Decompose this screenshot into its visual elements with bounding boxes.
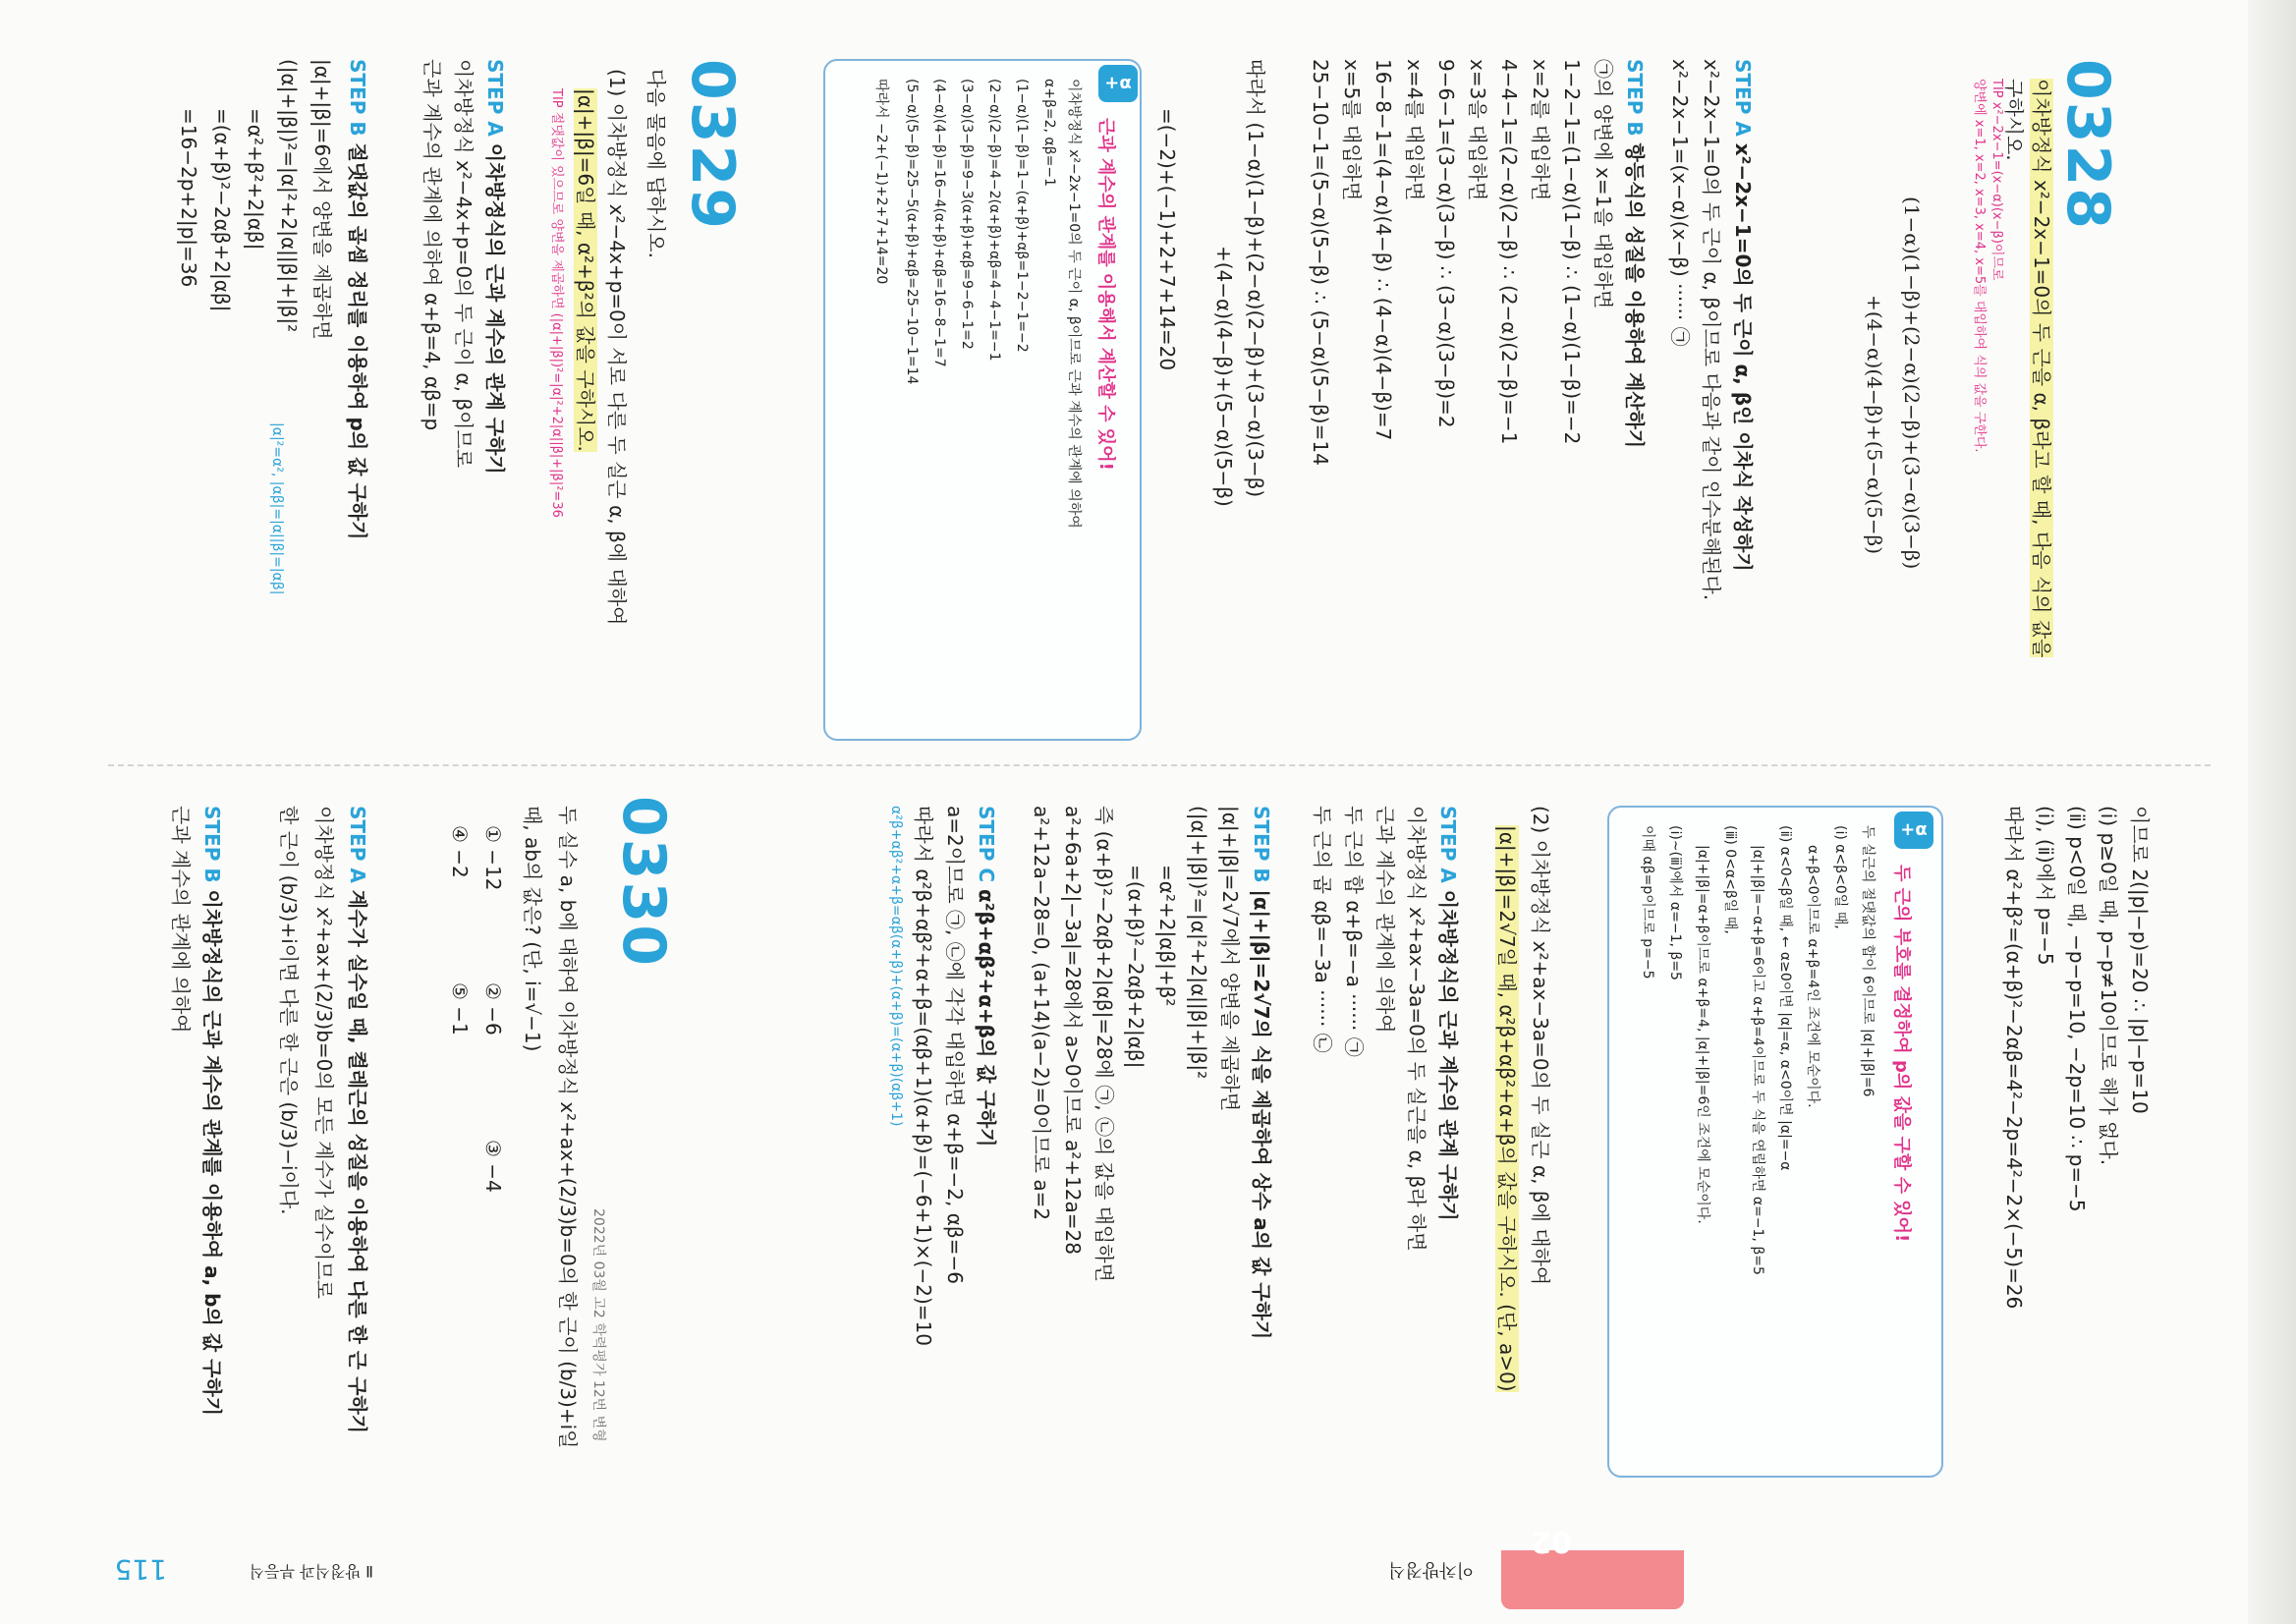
box-line: |α|+|β|=−α+β=6이고 α+β=4이므로 두 식을 연립하면 α=−1, β=5 — [1750, 845, 1765, 1275]
step-line: +(4−α)(4−β)+(5−α)(5−β) — [1212, 246, 1236, 507]
box-line: (ⅰ) α<β<0일 때, — [1832, 825, 1848, 929]
question-text: 두 실수 a, b에 대하여 이차방정식 x²+ax+(2/3)b=0의 한 근이 (b/3)+i일 — [556, 806, 580, 1449]
box-line: α+β=2, αβ=−1 — [1041, 79, 1057, 187]
chapter-tab-number: 02 — [1531, 1524, 1572, 1558]
box-title: 두 근의 부호를 결정하여 p의 값을 구할 수 있어! — [1891, 865, 1912, 1243]
box-line: (2−α)(2−β)=4−2(α+β)+αβ=4−4−1=−1 — [986, 79, 1002, 362]
choice-4[interactable]: ④ −2 — [448, 825, 472, 878]
question-text: |α|+|β|=2√7일 때, α²β+αβ²+α+β의 값을 구하시오. (단, a>0) — [1495, 825, 1519, 1392]
problem-number-0328: 0328 — [2053, 59, 2122, 231]
step-line: 이차방정식 x²+ax−3a=0의 두 실근을 α, β라 하면 — [1405, 806, 1428, 1252]
question-text: 구하시오. — [2002, 79, 2026, 161]
step-b: STEP B 이차방정식의 근과 계수의 관계를 이용하여 a, b의 값 구하기 — [200, 806, 224, 1417]
step-line: (ⅰ) p≥0일 때, p−p≠10이므로 해가 없다. — [2097, 806, 2120, 1166]
step-a: STEP A 계수가 실수일 때, 켤레근의 성질을 이용하여 다른 한 근 구하기 — [346, 806, 369, 1434]
step-c: STEP C α²β+αβ²+α+β의 값 구하기 — [975, 806, 998, 1148]
side-note: α²β+αβ²+α+β=αβ(α+β)+(α+β)=(α+β)(αβ+1) — [888, 806, 904, 1127]
step-a: STEP A 이차방정식의 근과 계수의 관계 구하기 — [483, 59, 507, 475]
step-line: 9−6−1=(3−α)(3−β) ∴ (3−α)(3−β)=2 — [1434, 59, 1458, 428]
step-line: 이차방정식 x²+ax+(2/3)b=0의 모든 계수가 실수이므로 — [312, 806, 336, 1299]
step-line: |α|+|β|=6에서 양변을 제곱하면 — [310, 59, 334, 340]
step-line: 따라서 (1−α)(1−β)+(2−α)(2−β)+(3−α)(3−β) — [1244, 59, 1267, 498]
step-line: 4−4−1=(2−α)(2−β) ∴ (2−α)(2−β)=−1 — [1497, 59, 1521, 445]
step-line: ㉠의 양변에 x=1을 대입하면 — [1592, 59, 1615, 309]
question-text: (2) 이차방정식 x²+ax−3a=0의 두 실근 α, β에 대하여 — [1529, 806, 1552, 1286]
step-line: x=3을 대입하면 — [1466, 59, 1489, 201]
choice-3[interactable]: ③ −4 — [481, 1140, 505, 1193]
chapter-title: 이차방정식 — [1388, 1559, 1474, 1580]
box-line: |α|+|β|=α+β이므로 α+β=4, |α|+|β|=6인 조건에 모순이다. — [1695, 845, 1710, 1224]
problem-number-0329: 0329 — [678, 59, 747, 231]
step-a: STEP A x²−2x−1=0의 두 근이 α, β인 이차식 작성하기 — [1731, 59, 1755, 572]
box-title: 근과 계수의 관계를 이용해서 계산할 수 있어! — [1095, 118, 1116, 471]
box-line: 이차방정식 x²−2x−1=0의 두 근이 α, β이므로 근과 계수의 관계에 의하여 — [1066, 79, 1082, 529]
step-line: 근과 계수의 관계에 의하여 α+β=4, αβ=p — [420, 59, 444, 431]
question-text: 때, ab의 값은? (단, i=√−1) — [521, 806, 544, 1052]
tip-text: 양변에 x=1, x=2, x=3, x=4, x=5를 대입하여 식의 값을 구한다. — [1972, 79, 1987, 453]
expression: +(4−α)(4−β)+(5−α)(5−β) — [1863, 295, 1886, 555]
step-line: =(α+β)²−2αβ+2|αβ| — [210, 108, 234, 312]
box-line: (ⅲ) 0<α<β일 때, — [1722, 825, 1738, 934]
problem-number-0330: 0330 — [609, 796, 678, 968]
question-text: (1) 이차방정식 x²−4x+p=0이 서로 다른 두 실근 α, β에 대하여 — [605, 69, 629, 626]
step-line: 한 근이 (b/3)+i이면 다른 한 근은 (b/3)−i이다. — [277, 806, 301, 1215]
choice-5[interactable]: ⑤ −1 — [448, 982, 472, 1036]
box-line: (ⅰ)~(ⅲ)에서 α=−1, β=5 — [1667, 825, 1683, 980]
step-line: 따라서 α²β+αβ²+α+β=(αβ+1)(α+β)=(−6+1)×(−2)=10 — [912, 806, 935, 1346]
step-line: (ⅰ), (ⅱ)에서 p=−5 — [2034, 806, 2057, 966]
expression: (1−α)(1−β)+(2−α)(2−β)+(3−α)(3−β) — [1900, 196, 1924, 570]
step-b: STEP B |α|+|β|=2√7의 식을 제곱하여 상수 a의 값 구하기 — [1250, 806, 1273, 1340]
step-line: (|α|+|β|)²=|α|²+2|α||β|+|β|² — [277, 59, 301, 333]
box-line: (1−α)(1−β)=1−(α+β)+αβ=1−2−1=−2 — [1014, 79, 1030, 353]
step-a: STEP A 이차방정식의 근과 계수의 관계 구하기 — [1436, 806, 1460, 1221]
page-fold — [2248, 0, 2296, 1624]
step-line: =α²+2|αβ|+β² — [1155, 865, 1179, 1007]
step-line: 이므로 2(|p|−p)=20 ∴ |p|−p=10 — [2128, 806, 2152, 1114]
step-line: a²+6a+2|−3a|=28에서 a>0이므로 a²+12a=28 — [1061, 806, 1085, 1255]
step-line: 두 근의 합 α+β=−a ······ ㉠ — [1342, 806, 1366, 1057]
step-line: (ⅱ) p<0일 때, −p−p=10, −2p=10 ∴ p=−5 — [2065, 806, 2089, 1212]
box-line: α+β<0이므로 α+β=4인 조건에 모순이다. — [1805, 845, 1820, 1108]
step-line: 두 근의 곱 αβ=−3a ······ ㉡ — [1311, 806, 1334, 1053]
tip-text: TIP x²−2x−1=(x−α)(x−β)이므로 — [1989, 79, 2004, 281]
step-line: =α²+β²+2|αβ| — [244, 108, 267, 251]
step-line: a²+12a−28=0, (a+14)(a−2)=0이므로 a=2 — [1030, 806, 1053, 1221]
step-line: x²−2x−1=(x−α)(x−β) ······ ㉠ — [1668, 59, 1692, 347]
box-line: (4−α)(4−β)=16−4(α+β)+αβ=16−8−1=7 — [931, 79, 947, 367]
box-line: 이때 αβ=p이므로 p=−5 — [1640, 825, 1655, 980]
step-line: 따라서 α²+β²=(α+β)²−2αβ=4²−2p=4²−2×(−5)=26 — [2002, 806, 2026, 1310]
question-text: 다음 물음에 답하시오. — [644, 69, 668, 258]
choice-1[interactable]: ① −12 — [481, 825, 505, 891]
question-text: |α|+|β|=6일 때, α²+β²의 값을 구하시오. — [574, 88, 597, 452]
step-line: =(−2)+(−1)+2+7+14=20 — [1155, 108, 1179, 371]
step-line: x=5를 대입하면 — [1340, 59, 1364, 201]
step-line: 이차방정식 x²−4x+p=0의 두 근이 α, β이므로 — [452, 59, 476, 469]
page-number: 115 — [114, 1553, 167, 1586]
step-line: 즉 (α+β)²−2αβ+2|αβ|=28에 ㉠, ㉡의 값을 대입하면 — [1092, 806, 1116, 1282]
step-line: =16−2p+2|p|=36 — [177, 108, 200, 288]
question-text: 이차방정식 x²−2x−1=0의 두 근을 α, β라고 할 때, 다음 식의 값을 — [2030, 79, 2053, 658]
side-note: |α|²=α², |αβ|=|α||β|=|αβ| — [269, 422, 285, 595]
box-line: (3−α)(3−β)=9−3(α+β)+αβ=9−6−1=2 — [959, 79, 975, 350]
step-line: 근과 계수의 관계에 의하여 — [1373, 806, 1397, 1034]
section-divider — [108, 764, 2211, 766]
step-line: 25−10−1=(5−α)(5−β) ∴ (5−α)(5−β)=14 — [1309, 59, 1332, 466]
step-b: STEP B 절댓값의 곱셈 정리를 이용하여 p의 값 구하기 — [346, 59, 369, 540]
step-line: (|α|+|β|)²=|α|²+2|α||β|+|β|² — [1187, 806, 1210, 1080]
box-line: 두 실근의 절댓값의 합이 6이므로 |α|+|β|=6 — [1860, 825, 1876, 1097]
step-line: |α|+|β|=2√7에서 양변을 제곱하면 — [1218, 806, 1242, 1112]
step-line: 16−8−1=(4−α)(4−β) ∴ (4−α)(4−β)=7 — [1372, 59, 1395, 441]
box-line: (ⅱ) α<0<β일 때, ← α≥0이면 |α|=α, α<0이면 |α|=−α — [1777, 825, 1793, 1171]
step-line: x=2를 대입하면 — [1529, 59, 1552, 201]
step-b: STEP B 항등식의 성질을 이용하여 계산하기 — [1623, 59, 1647, 449]
plus-alpha-icon: +α — [1894, 812, 1933, 849]
section-title: Ⅱ 방정식과 부등식 — [249, 1562, 373, 1581]
tip-text: TIP 절댓값이 있으므로 양변을 제곱하면 (|α|+|β|)²=|α|²+2|α||β|+|β|²=36 — [549, 88, 564, 518]
step-line: 1−2−1=(1−α)(1−β) ∴ (1−α)(1−β)=−2 — [1560, 59, 1584, 445]
chapter-tab — [1501, 1550, 1684, 1609]
step-line: 근과 계수의 관계에 의하여 — [169, 806, 193, 1034]
box-line: (5−α)(5−β)=25−5(α+β)+αβ=25−10−1=14 — [904, 79, 920, 385]
step-line: =(α+β)²−2αβ+2|αβ| — [1124, 865, 1148, 1069]
box-line: 따라서 −2+(−1)+2+7+14=20 — [873, 79, 889, 285]
source-note: 2022년 03월 고2 학력평가 12번 변형 — [590, 1208, 606, 1442]
step-line: a=2이므로 ㉠, ㉡에 각각 대입하면 α+β=−2, αβ=−6 — [943, 806, 967, 1284]
plus-alpha-icon: +α — [1098, 65, 1138, 102]
step-line: x=4를 대입하면 — [1403, 59, 1427, 201]
choice-2[interactable]: ② −6 — [481, 982, 505, 1036]
step-line: x²−2x−1=0의 두 근이 α, β이므로 다음과 같이 인수분해된다. — [1700, 59, 1723, 601]
